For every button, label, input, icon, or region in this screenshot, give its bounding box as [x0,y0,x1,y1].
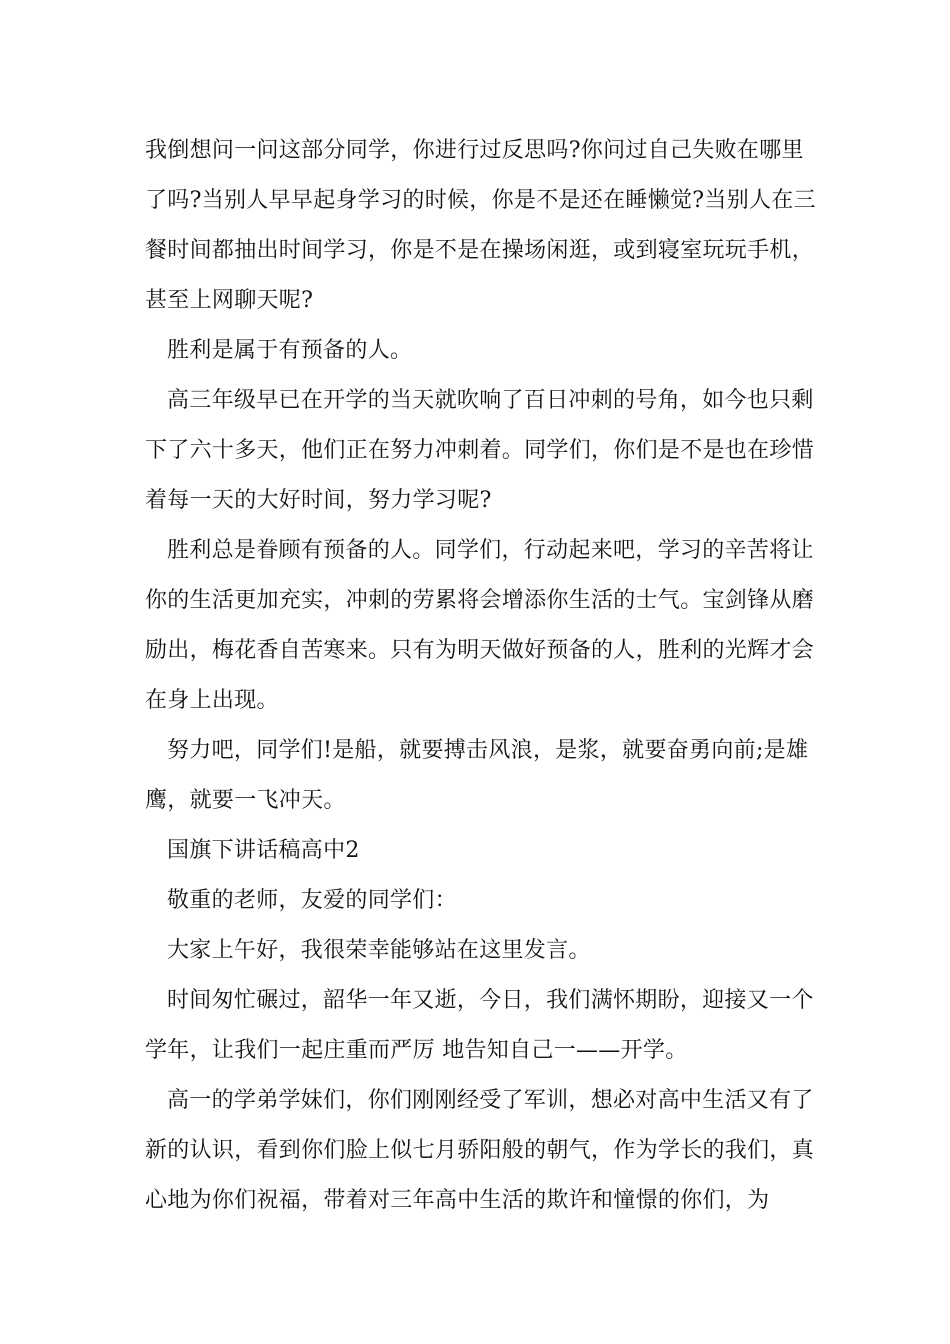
paragraph-victory-prepared: 胜利是属于有预备的人。 [167,338,413,363]
paragraph-encouragement: 努力吧，同学们!是船，就要搏击风浪，是浆，就要奋勇向前;是雄鹰，就要一飞冲天。 [145,738,809,813]
paragraph-salutation: 敬重的老师，友爱的同学们： [167,888,457,913]
paragraph-senior-sprint: 高三年级早已在开学的当天就吹响了百日冲刺的号角，如今也只剩下了六十多天，他们正在努力冲刺着。同学们，你们是不是也在珍惜着每一天的大好时间，努力学习呢? [145,388,815,513]
document-body [145,126,825,1226]
paragraph-reflection: 我倒想问一问这部分同学，你进行过反思吗?你问过自己失败在哪里了吗?当别人早早起身学习的时候，你是不是还在睡懒觉?当别人在三餐时间都抽出时间学习，你是不是在操场闲逛，或到寝室玩玩手机，甚至上网聊天呢? [145,138,816,313]
paragraph-new-term: 时间匆忙碾过，韶华一年又逝，今日，我们满怀期盼，迎接又一个学年，让我们一起庄重而严厉 地告知自己一——开学。 [145,988,814,1063]
paragraph-freshmen: 高一的学弟学妹们，你们刚刚经受了军训，想必对高中生活又有了新的认识，看到你们脸上似七月骄阳般的朝气，作为学长的我们，真心地为你们祝福，带着对三年高中生活的欺许和憧憬的你们，为 [145,1088,815,1213]
paragraph-victory-favors: 胜利总是眷顾有预备的人。同学们，行动起来吧，学习的辛苦将让你的生活更加充实，冲刺的劳累将会增添你生活的士气。宝剑锋从磨励出，梅花香自苦寒来。只有为明天做好预备的人，胜利的光辉才会在身上出现。 [145,538,815,713]
paragraph-greeting: 大家上午好，我很荣幸能够站在这里发言。 [167,938,591,963]
section-heading: 国旗下讲话稿高中2 [167,838,360,863]
